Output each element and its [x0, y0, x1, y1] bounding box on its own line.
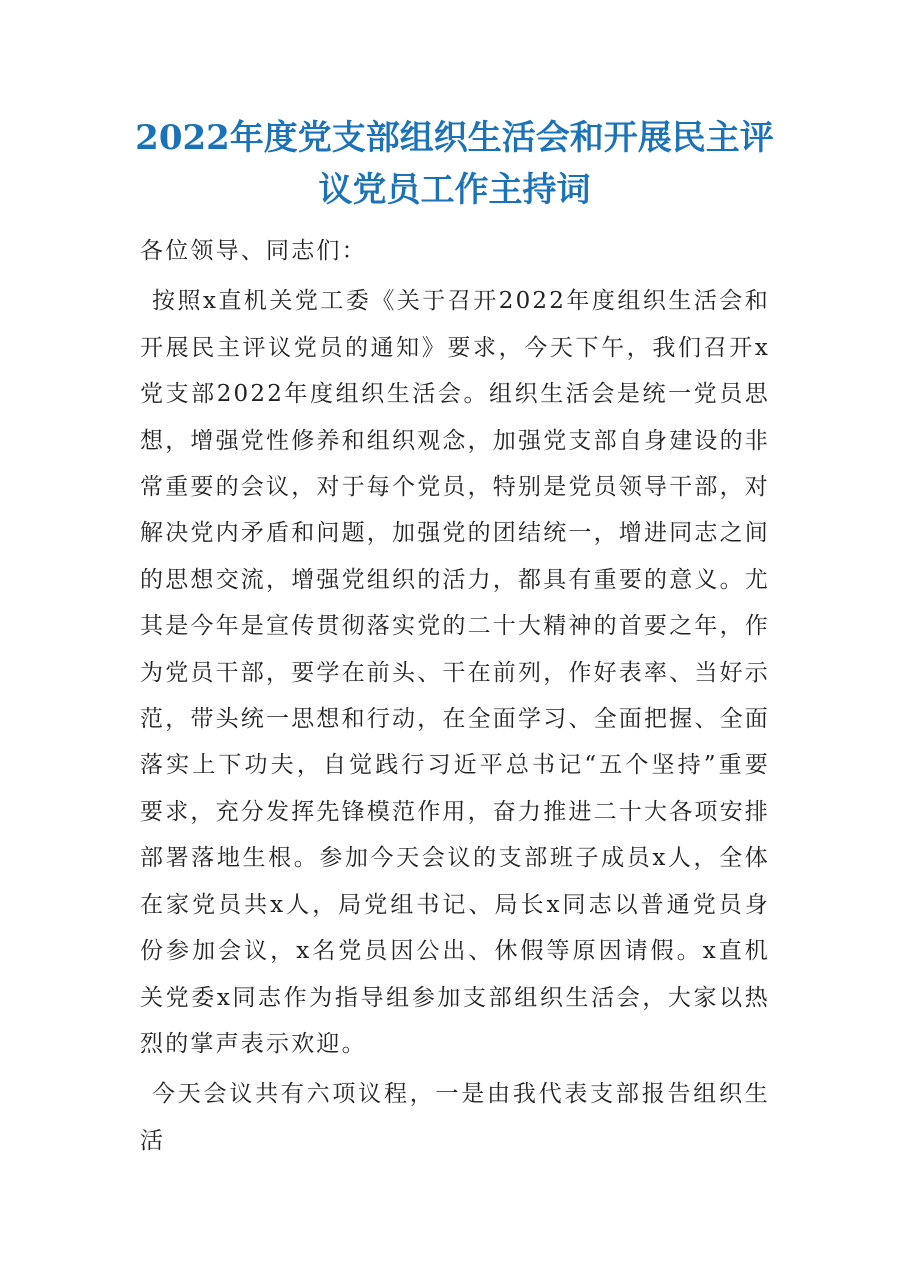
paragraph-opening: 按照x直机关党工委《关于召开2022年度组织生活会和开展民主评议党员的通知》要求，今天下午，我们召开x党支部2022年度组织生活会。组织生活会是统一党员思想，增强党性修养和组织观念，加强党支部自身建设的非常重要的会议，对于每个党员，特别是党员领导干部，对解决党内矛盾和问题，加强党的团结统一，增进同志之间的思想交流，增强党组织的活力，都具有重要的意义。尤其是今年是宣传贯彻落实党的二十大精神的首要之年，作为党员干部，要学在前头、干在前列，作好表率、当好示范，带头统一思想和行动，在全面学习、全面把握、全面落实上下功夫，自觉践行习近平总书记“五个坚持”重要要求，充分发挥先锋模范作用，奋力推进二十大各项安排部署落地生根。参加今天会议的支部班子成员x人，全体在家党员共x人，局党组书记、局长x同志以普通党员身份参加会议，x名党员因公出、休假等原因请假。x直机关党委x同志作为指导组参加支部组织生活会，大家以热烈的掌声表示欢迎。	[140, 288, 770, 1057]
document-title	[110, 112, 799, 216]
title-line-2: 议党员工作主持词	[318, 170, 591, 210]
paragraph-agenda: 今天会议共有六项议程，一是由我代表支部报告组织生活	[140, 1081, 770, 1154]
salutation: 各位领导、同志们：	[140, 238, 367, 264]
title-line-1: 2022年度党支部组织生活会和开展民主评	[135, 118, 774, 158]
document-body	[140, 228, 770, 1164]
